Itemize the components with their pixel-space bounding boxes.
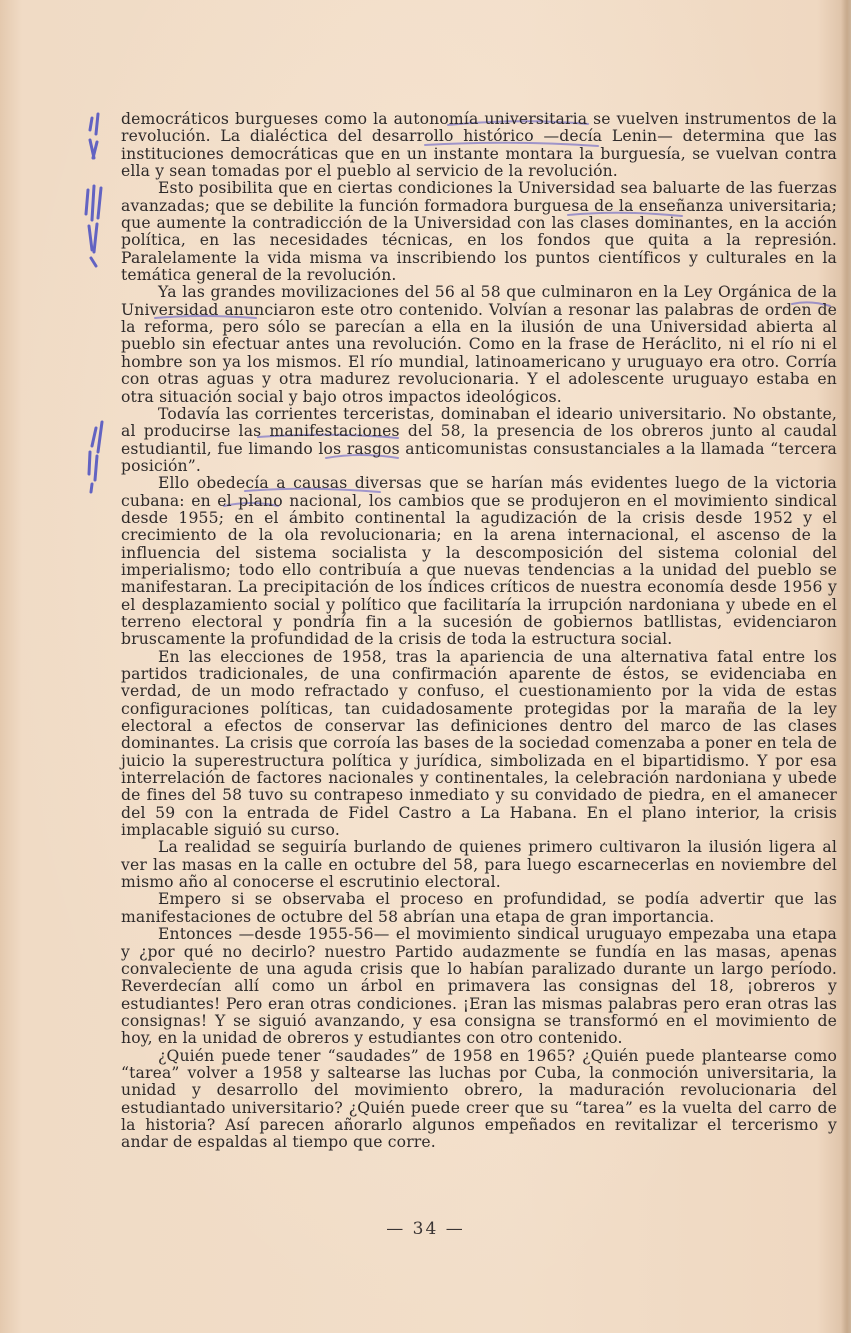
- margin-annotation-marks: [80, 100, 116, 520]
- paragraph: La realidad se seguiría burlando de quienes primero cultivaron la ilusión ligera al ver las masas en la calle en octubre del 58, para luego escarnecerlas en noviembre del mismo año al conocerse el escrutinio electoral.: [121, 838, 837, 892]
- paragraph: Entonces —desde 1955-56— el movimiento sindical uruguayo empezaba una etapa y ¿por qué no decirlo? nuestro Partido audazmente se fundía en las masas, apenas convaleciente de una aguda crisis que lo habían paralizado durante un largo período. Reverdecían allí como un árbol en primavera las consignas del 18, ¡obreros y estudiantes! Pero eran otras condiciones. ¡Eran las mismas palabras pero eran otras las consignas! Y se siguió avanzando, y esa consigna se transformó en el movimiento de hoy, en la unidad de obreros y estudiantes con otro contenido.: [121, 925, 837, 1048]
- paragraph: democráticos burgueses como la autonomía universitaria se vuelven instrumentos de la revolución. La dialéctica del desarrollo histórico —decía Lenin— determina que las instituciones democráticas que en un instante montara la burguesía, se vuelvan contra ella y sean tomadas por el pueblo al servicio de la revolución.: [121, 110, 837, 181]
- body-text: [121, 111, 837, 1152]
- paragraph: ¿Quién puede tener “saudades” de 1958 en 1965? ¿Quién puede plantearse como “tarea” volver a 1958 y saltearse las luchas por Cuba, la conmoción universitaria, la unidad y desarrollo del movimiento obrero, la maduración revolucionaria del estudiantado universitario? ¿Quién puede creer que su “tarea” es la vuelta del carro de la historia? Así parecen añorarlo algunos empeñados en revitalizar el tercerismo y andar de espaldas al tiempo que corre.: [121, 1046, 837, 1152]
- paragraph: Ya las grandes movilizaciones del 56 al 58 que culminaron en la Ley Orgánica de la Universidad anunciaron este otro contenido. Volvían a resonar las palabras de orden de la reforma, pero sólo se parecían a ella en la ilusión de una Universidad abierta al pueblo sin efectuar antes una revolución. Como en la frase de Heráclito, ni el río ni el hombre son ya los mismos. El río mundial, latinoamericano y uruguayo era otro. Corría con otras aguas y otra madurez revolucionaria. Y el adolescente uruguayo estaba en otra situación social y bajo otros impactos ideológicos.: [121, 283, 837, 406]
- page-number: — 34 —: [386, 1219, 465, 1239]
- paragraph: Empero si se observaba el proceso en profundidad, se podía advertir que las manifestaciones de octubre del 58 abrían una etapa de gran importancia.: [121, 890, 837, 926]
- paragraph: Ello obedecía a causas diversas que se harían más evidentes luego de la victoria cubana: en el plano nacional, los cambios que se produjeron en el movimiento sindical desde 1955; en el ámbito continental la agudización de la crisis desde 1952 y el crecimiento de la ola revolucionaria; en la arena internacional, el ascenso de la influencia del sistema socialista y la descomposición del sistema colonial del imperialismo; todo ello contribuía a que nuevas tendencias a la unidad del pueblo se manifestaran. La precipitación de los índices críticos de nuestra economía desde 1956 y el desplazamiento social y político que facilitaría la irrupción nardoniana y ubede en el terreno electoral y pondría fin a la sucesión de gobiernos batllistas, evidenciaron bruscamente la profundidad de la crisis de toda la estructura social.: [121, 474, 837, 649]
- page-edge-shadow: [841, 0, 851, 1333]
- paragraph: Todavía las corrientes terceristas, dominaban el ideario universitario. No obstante, al producirse las manifestaciones del 58, la presencia de los obreros junto al caudal estudiantil, fue limando los rasgos anticomunistas consustanciales a la llamada “tercera posición”.: [121, 404, 837, 475]
- paragraph: Esto posibilita que en ciertas condiciones la Universidad sea baluarte de las fuerzas avanzadas; que se debilite la función formadora burguesa de la enseñanza universitaria; que aumente la contradicción de la Universidad con las clases dominantes, en la acción política, en las necesidades técnicas, en los fondos que quita a la represión. Paralelamente la vida misma va inscribiendo los puntos científicos y culturales en la temática general de la revolución.: [121, 179, 837, 285]
- paragraph: En las elecciones de 1958, tras la apariencia de una alternativa fatal entre los partidos tradicionales, de una confirmación aparente de éstos, se evidenciaba en verdad, de un modo refractado y confuso, el cuestionamiento por la vida de estas configuraciones políticas, tan cuidadosamente protegidas por la maraña de la ley electoral a efectos de conservar las definiciones dentro del marco de las clases dominantes. La crisis que corroía las bases de la sociedad comenzaba a poner en tela de juicio la superestructura política y jurídica, simbolizada en el bipartidismo. Y por esa interrelación de factores nacionales y continentales, la celebración nardoniana y ubede de fines del 58 tuvo su contrapeso inmediato y su convidado de piedra, en el amanecer del 59 con la entrada de Fidel Castro a La Habana. En el plano interior, la crisis implacable siguió su curso.: [121, 647, 837, 840]
